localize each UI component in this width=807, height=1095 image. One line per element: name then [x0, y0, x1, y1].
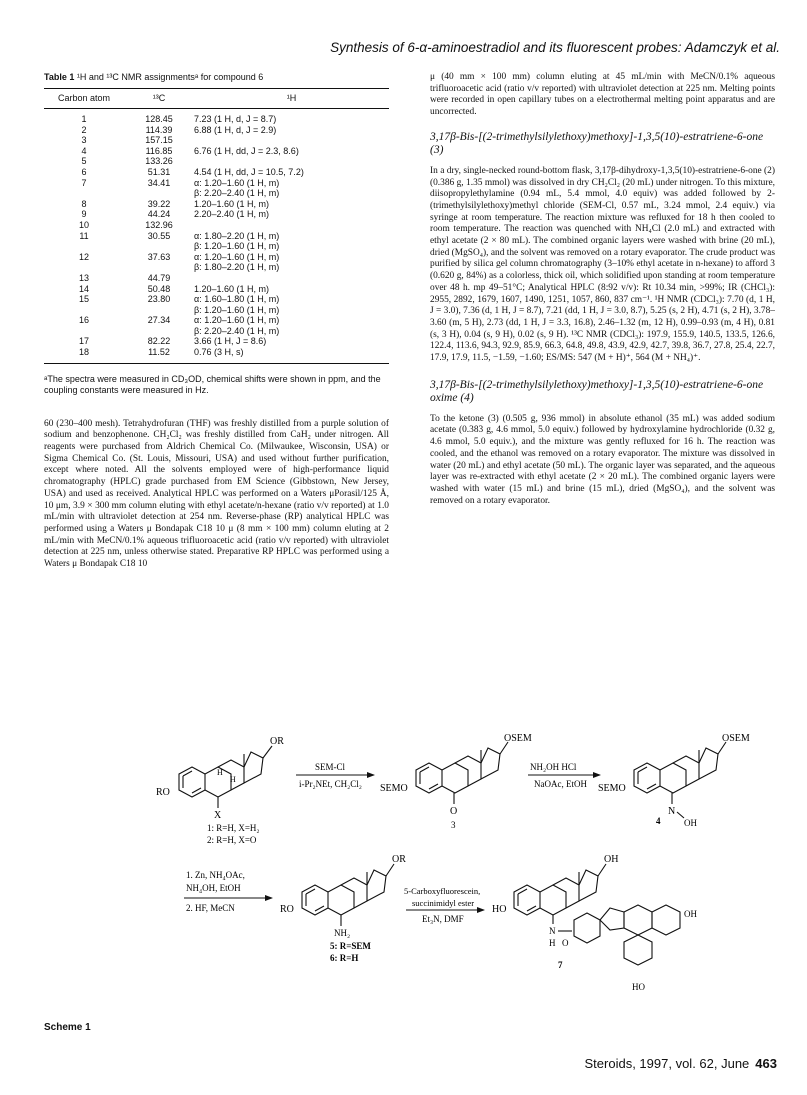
atom-oh-7: OH: [604, 854, 619, 865]
table-row: [44, 146, 389, 157]
h1-shift-cell: [194, 273, 389, 284]
label-compound-2: 2: R=H, X=O: [207, 835, 257, 845]
h1-shift-line: 3.66 (1 H, J = 8.6): [194, 336, 267, 347]
section-title-compound-4: 3,17β-Bis-[(2-trimethylsilylethoxy)methoxy]-1,3,5(10)-estratriene-6-one oxime (4): [430, 378, 764, 405]
h1-shift-line: 6.88 (1 H, d, J = 2.9): [194, 124, 277, 135]
h1-shift-cell: [194, 199, 389, 210]
atom-h-a: H: [217, 768, 223, 777]
carbon-atom-cell: 5: [81, 156, 87, 167]
atom-x: X: [214, 810, 222, 821]
atom-or-1: OR: [270, 736, 284, 747]
h1-shift-cell: [194, 284, 389, 295]
structure-compound-3: [380, 733, 532, 830]
table-row: [44, 336, 389, 347]
reagent-step3-line1: 1. Zn, NH₄OAc,: [186, 870, 245, 880]
carbon-atom-cell: 3: [81, 135, 87, 146]
atom-ro-1: RO: [156, 787, 170, 798]
label-compound-6: 6: R=H: [330, 953, 359, 963]
carbon-atom-cell: 13: [78, 272, 89, 283]
h1-shift-cell: [194, 231, 389, 252]
atom-ho-fluorescein: HO: [632, 982, 645, 992]
h1-shift-cell: [194, 209, 389, 220]
c13-shift-cell: 34.41: [147, 177, 171, 188]
right-column: [430, 72, 775, 507]
h1-shift-cell: [194, 347, 389, 363]
atom-nh2: NH₂: [334, 928, 351, 938]
table-row: [44, 156, 389, 167]
c13-shift-cell: 39.22: [147, 198, 171, 209]
reaction-scheme: [44, 730, 764, 1060]
h1-shift-cell: [194, 109, 389, 125]
table-row: [44, 220, 389, 231]
table-row: [44, 135, 389, 146]
carbon-atom-cell: 17: [78, 336, 89, 347]
h1-shift-line: β: 1.80–2.20 (1 H, m): [194, 262, 280, 273]
nmr-table: [44, 88, 389, 364]
h1-shift-line: α: 1.20–1.60 (1 H, m): [194, 177, 280, 188]
c13-shift-cell: 133.26: [145, 156, 173, 167]
table-caption: [44, 72, 389, 82]
col-header-13c: ¹³C: [124, 89, 194, 109]
table-row: [44, 178, 389, 199]
structure-compound-4: [598, 733, 750, 828]
h1-shift-line: 0.76 (3 H, s): [194, 347, 244, 358]
reagent-step3-line3: 2. HF, MeCN: [186, 903, 235, 913]
c13-shift-cell: 11.52: [124, 347, 194, 363]
table-row: [44, 231, 389, 252]
table-row: [44, 199, 389, 210]
section-body-compound-4: To the ketone (3) (0.505 g, 936 mmol) in absolute ethanol (35 mL) was added sodium acetate (0.383 g, 4.6 mmol, 5.0 equiv.) followed by hydroxylamine hydrochloride (0.32 g, 4.6 mmol, 5.0 equiv.), and the mixture was gently refluxed for 16 h. The reaction was cooled, and the ethanol was removed on a rotary evaporator. The mixture was dissolved in water (20 mL) and ethyl acetate (50 mL). The organic layer was separated, and the aqueous layer was re-extracted with ethyl acetate (2 × 20 mL). The combined organic layers were washed with water (15 mL) and brine (15 mL), dried (MgSO₄), and the solvent was removed on a rotary evaporator.: [430, 413, 775, 506]
reagent-step4-line3: Et₃N, DMF: [422, 914, 464, 924]
table-row: [44, 109, 389, 125]
c13-shift-cell: 44.24: [147, 209, 171, 220]
h1-shift-cell: [194, 336, 389, 347]
h1-shift-cell: [194, 125, 389, 136]
c13-shift-cell: 82.22: [147, 336, 171, 347]
running-header: Synthesis of 6-α-aminoestradiol and its fluorescent probes: Adamczyk et al.: [330, 40, 780, 55]
h1-shift-cell: [194, 220, 389, 231]
h1-shift-line: β: 2.20–2.40 (1 H, m): [194, 325, 280, 336]
table-row: [44, 125, 389, 136]
h1-shift-line: 1.20–1.60 (1 H, m): [194, 198, 270, 209]
atom-n-amide: N: [549, 926, 556, 936]
c13-shift-cell: 37.63: [147, 251, 171, 262]
col-header-carbon: Carbon atom: [44, 89, 124, 109]
journal-citation: Steroids, 1997, vol. 62, June: [584, 1056, 750, 1071]
h1-shift-line: α: 1.20–1.60 (1 H, m): [194, 315, 280, 326]
carbon-atom-cell: 12: [78, 251, 89, 262]
h1-shift-line: β: 1.20–1.60 (1 H, m): [194, 304, 280, 315]
carbon-atom-cell: 16: [78, 315, 89, 326]
scheme-label: Scheme 1: [44, 1022, 91, 1033]
reagent-step2-bottom: NaOAc, EtOH: [534, 779, 587, 789]
carbon-atom-cell: 11: [79, 230, 89, 241]
table-row: [44, 252, 389, 273]
c13-shift-cell: 157.15: [145, 135, 173, 146]
atom-h-amide: H: [549, 938, 556, 948]
h1-shift-line: β: 1.20–1.60 (1 H, m): [194, 241, 280, 252]
atom-oh-oxime: OH: [684, 818, 697, 828]
carbon-atom-cell: 8: [81, 198, 87, 209]
structure-compound-1-2: [156, 736, 284, 845]
left-body-paragraph: 60 (230–400 mesh). Tetrahydrofuran (THF) was freshly distilled from a purple solution of sodium and benzophenone. CH₂Cl₂ was freshly distilled from CaH₂ under nitrogen. All reagents were purchased from Aldrich Chemical Co. (Milwaukee, Wisconsin, USA) or Sigma Chemical Co. (St. Louis, Missouri, USA) and used without further purification, except where noted. All the solvents employed were of high-performance liquid chromatography (HPLC) grade purchased from EM Science (Gibbstown, New Jersey, USA) and used as received. Analytical HPLC was performed on a Waters μPorasil/125 Å, 10 μm, 3.9 × 300 mm column eluting with ethyl acetate/n-hexane (ratio v/v reported) at 1.0 mL/min with ultraviolet detection at 254 nm. Reverse-phase (RP) analytical HPLC was performed using a Waters μ Bondapak C18 10 μ (8 mm × 100 mm) column eluting at 2 mL/min with MeCN/0.1% aqueous trifluoroacetic acid (ratio v/v reported) with ultraviolet detection at 225 nm, unless otherwise stated. Preparative RP HPLC was performed using a Waters μ Bondapak C18 10: [44, 418, 389, 570]
h1-shift-line: 1.20–1.60 (1 H, m): [194, 283, 270, 294]
atom-or-5: OR: [392, 854, 406, 865]
h1-shift-line: 4.54 (1 H, dd, J = 10.5, 7.2): [194, 166, 304, 177]
table-row: [44, 273, 389, 284]
label-compound-7: 7: [558, 960, 563, 970]
label-compound-4: 4: [656, 816, 661, 826]
c13-shift-cell: 30.55: [147, 230, 171, 241]
h1-shift-line: α: 1.20–1.60 (1 H, m): [194, 251, 280, 262]
reagent-step4-line2: succinimidyl ester: [412, 898, 475, 908]
c13-shift-cell: 51.31: [147, 166, 171, 177]
label-compound-1: 1: R=H, X=H₂: [207, 823, 260, 833]
h1-shift-cell: [194, 252, 389, 273]
label-compound-3: 3: [451, 820, 456, 830]
reagent-step4-line1: 5-Carboxyfluorescein,: [404, 886, 481, 896]
h1-shift-cell: [194, 178, 389, 199]
carbon-atom-cell: 15: [78, 294, 89, 305]
reagent-step2-top: NH₂OH HCl: [530, 762, 577, 772]
reagent-step1-top: SEM-Cl: [315, 762, 346, 772]
h1-shift-cell: [194, 294, 389, 315]
carbon-atom-cell: 14: [78, 283, 89, 294]
section-title-compound-3: 3,17β-Bis-[(2-trimethylsilylethoxy)methoxy]-1,3,5(10)-estratriene-6-one (3): [430, 130, 764, 157]
h1-shift-line: 2.20–2.40 (1 H, m): [194, 209, 270, 220]
c13-shift-cell: 114.39: [145, 124, 173, 135]
carbon-atom-cell: 2: [81, 124, 87, 135]
h1-shift-cell: [194, 135, 389, 146]
reagent-step3-line2: NH₄OH, EtOH: [186, 883, 241, 893]
table-row: [44, 167, 389, 178]
structure-compound-7: [492, 854, 697, 992]
atom-ho-7: HO: [492, 904, 507, 915]
atom-semo-4: SEMO: [598, 783, 626, 794]
table-title: ¹H and ¹³C NMR assignmentsᵃ for compound 6: [76, 72, 264, 82]
h1-shift-cell: [194, 146, 389, 157]
carbon-atom-cell: 6: [81, 166, 87, 177]
h1-shift-cell: [194, 167, 389, 178]
carbon-atom-cell: 9: [81, 209, 87, 220]
c13-shift-cell: 128.45: [145, 114, 173, 124]
table-row: [44, 209, 389, 220]
label-compound-5: 5: R=SEM: [330, 941, 371, 951]
atom-ro-5: RO: [280, 904, 294, 915]
atom-oh-fluorescein: OH: [684, 909, 697, 919]
h1-shift-cell: [194, 156, 389, 167]
atom-o-amide: O: [562, 938, 569, 948]
h1-shift-line: 6.76 (1 H, dd, J = 2.3, 8.6): [194, 145, 299, 156]
atom-o-ketone: O: [450, 806, 458, 817]
h1-shift-line: α: 1.60–1.80 (1 H, m): [194, 294, 280, 305]
table-label: Table 1: [44, 72, 75, 82]
carbon-atom-cell: 7: [81, 177, 87, 188]
c13-shift-cell: 116.85: [145, 145, 173, 156]
col-header-1h: ¹H: [194, 89, 389, 109]
atom-n-oxime: N: [668, 806, 676, 817]
left-column: [44, 72, 389, 571]
page-number: 463: [755, 1056, 777, 1071]
h1-shift-cell: [194, 315, 389, 336]
table-footnote: ᵃThe spectra were measured in CD₃OD, chemical shifts were shown in ppm, and the coupling constants were measured in Hz.: [44, 373, 381, 396]
table-row: [44, 294, 389, 315]
c13-shift-cell: 50.48: [147, 283, 171, 294]
page-footer: [585, 1056, 777, 1071]
carbon-atom-cell: 18: [44, 347, 124, 363]
carbon-atom-cell: 10: [78, 219, 89, 230]
carbon-atom-cell: 4: [81, 145, 87, 156]
h1-shift-line: 7.23 (1 H, d, J = 8.7): [194, 114, 277, 124]
atom-osem-4: OSEM: [722, 733, 750, 744]
table-row: [44, 315, 389, 336]
section-body-compound-3: In a dry, single-necked round-bottom flask, 3,17β-dihydroxy-1,3,5(10)-estratriene-6-one (2) (0.386 g, 1.35 mmol) was dissolved in dry CH₂Cl₂ (20 mL) under nitrogen. To this mixture, diisopropylethylamine (0.94 mL, 5.4 mmol, 4.0 equiv) was added followed by 2-(trimethylsilylethoxy)methyl chloride (SEM-Cl, 0.57 mL, 3.24 mmol, 2.4 equiv.) via syringe at room temperature. The reaction mixture was refluxed for 18 h then cooled to room temperature. The reaction was quenched with NH₄Cl (2.0 mL) and extracted with ethyl acetate (2 × 80 mL). The combined organic layers were washed with brine (20 mL), dried (MgSO₄), and the solvent was removed on a rotary evaporator. The crude product was purified by silica gel column chromatography (3–10% ethyl acetate in n-hexane) to afford 3 (0.620 g, 84%) as a colorless, thick oil, which solidified upon standing at room temperature over 48 h. mp 49–51°C; Analytical HPLC (8:92 v/v): Rt 10.34 min, >99%; IR (CHCl₃): 2955, 2892, 1679, 1607, 1490, 1251, 1057, 860, 837 cm⁻¹. ¹H NMR (CDCl₃): 7.70 (d, 1 H, J = 3.0), 7.36 (d, 1 H, J = 8.7), 7.21 (dd, 1 H, J = 3.0, 8.7), 5.25 (s, 2 H), 4.71 (s, 2 H), 3.78–3.60 (m, 5 H), 2.73 (dd, 1 H, J = 3.3, 16.8), 2.46–1.32 (m, 12 H), 0.99–0.93 (m, 4 H), 0.81 (s, 3 H), 0.04 (s, 9 H), 0.02 (s, 9 H). ¹³C NMR (CDCl₃): 197.9, 155.9, 140.5, 133.5, 126.6, 122.4, 113.6, 94.3, 92.9, 85.9, 66.3, 64.8, 49.8, 43.9, 42.9, 42.7, 39.8, 36.7, 27.8, 25.4, 22.7, 17.9, 17.9, 11.5, −1.59, −1.60; ES/MS: 547 (M + H)⁺, 564 (M + NH₄)⁺.: [430, 165, 775, 364]
h1-shift-line: α: 1.80–2.20 (1 H, m): [194, 230, 280, 241]
structure-compound-5-6: [280, 854, 406, 963]
atom-h-b: H: [230, 775, 236, 784]
table-row: [44, 284, 389, 295]
c13-shift-cell: 132.96: [145, 219, 173, 230]
atom-semo-3: SEMO: [380, 783, 408, 794]
carbon-atom-cell: 1: [81, 114, 87, 124]
h1-shift-line: β: 2.20–2.40 (1 H, m): [194, 188, 280, 199]
right-intro-paragraph: μ (40 mm × 100 mm) column eluting at 45 mL/min with MeCN/0.1% aqueous trifluoroacetic acid (ratio v/v reported) with ultraviolet detection at 225 nm. Melting points were recorded in open capillary tubes on a electrothermal melting point apparatus and are uncorrected.: [430, 72, 775, 118]
atom-osem-3: OSEM: [504, 733, 532, 744]
c13-shift-cell: 27.34: [147, 315, 171, 326]
reagent-step1-bottom: i-Pr₂NEt, CH₂Cl₂: [299, 779, 362, 789]
c13-shift-cell: 23.80: [147, 294, 171, 305]
nmr-table-body: [44, 109, 389, 364]
table-row: [44, 347, 389, 363]
c13-shift-cell: 44.79: [147, 272, 171, 283]
